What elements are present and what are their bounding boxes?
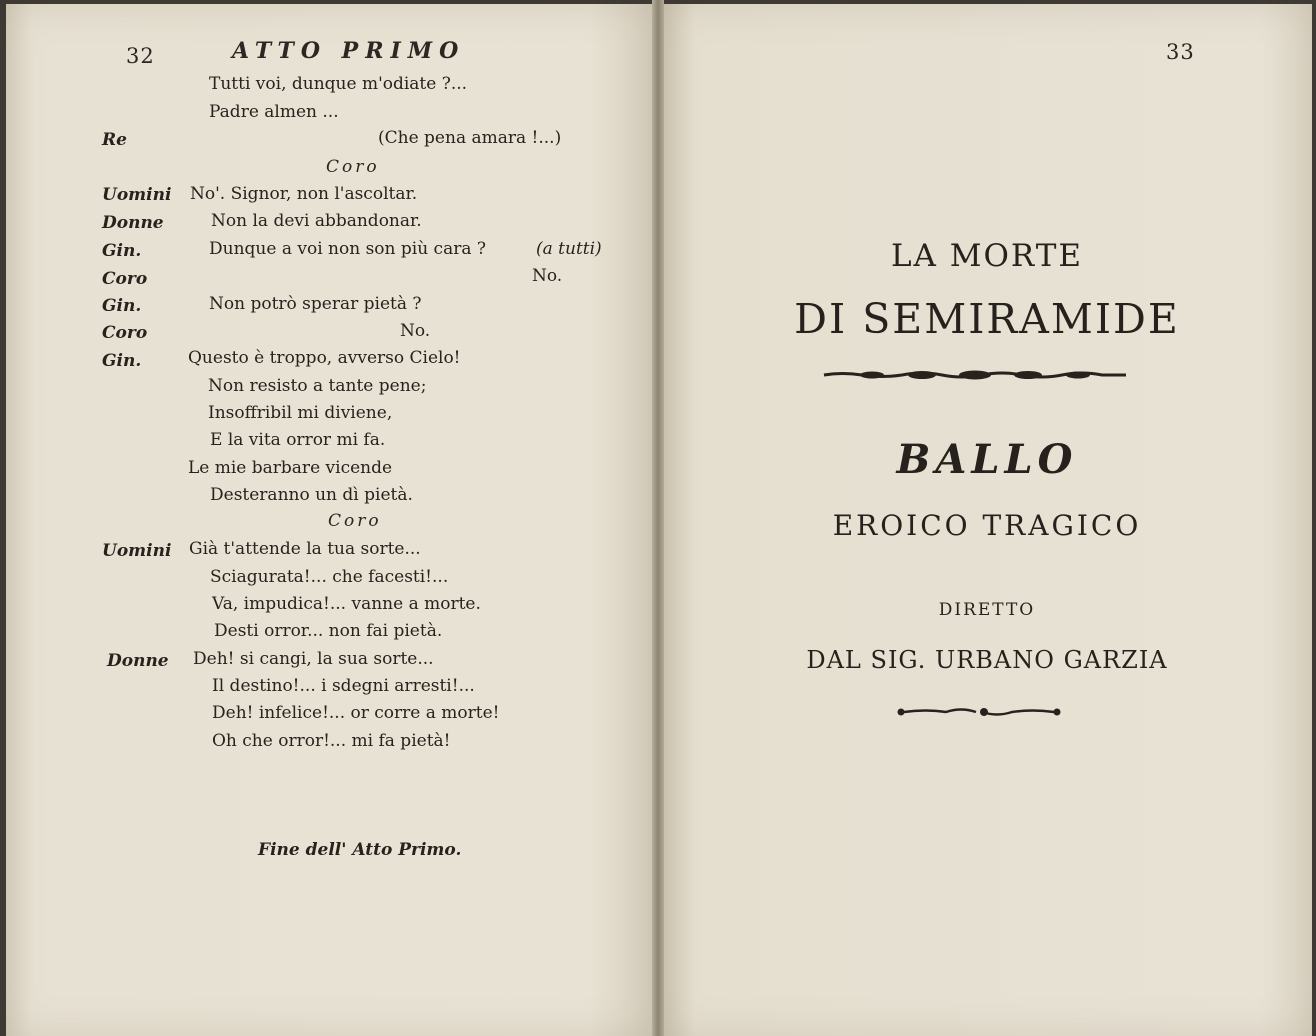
verse-line: Desti orror... non fai pietà.: [214, 621, 443, 641]
speaker-label: Gin.: [102, 241, 142, 261]
verse-line: Non la devi abbandonar.: [211, 211, 422, 231]
speaker-label: Coro: [102, 323, 148, 343]
genre-title: BALLO: [896, 436, 1078, 483]
speaker-label: Gin.: [102, 351, 142, 371]
verse-line: Padre almen ...: [209, 102, 339, 122]
ornament-icon: [896, 704, 1062, 720]
verse-line: No.: [400, 321, 431, 341]
left-page-number: 32: [126, 44, 155, 68]
speaker-label: Uomini: [102, 185, 172, 205]
verse-line: No.: [532, 266, 563, 286]
ornamental-rule-icon: [822, 367, 1128, 383]
speaker-label: Gin.: [102, 296, 142, 316]
verse-line: Il destino!... i sdegni arresti!...: [212, 676, 475, 696]
speaker-label: Coro: [102, 269, 148, 289]
verse-line: E la vita orror mi fa.: [210, 430, 386, 450]
stage-direction: (a tutti): [536, 239, 602, 259]
verse-line: No'. Signor, non l'ascoltar.: [190, 184, 418, 204]
act-end-note: Fine dell' Atto Primo.: [258, 840, 462, 860]
chorus-heading: Coro: [326, 157, 380, 177]
verse-line: Le mie barbare vicende: [188, 458, 393, 478]
choreographer-name: DAL SIG. URBANO GARZIA: [806, 646, 1168, 674]
directed-label: DIRETTO: [938, 600, 1036, 620]
speaker-label: Re: [102, 130, 127, 150]
verse-line: Dunque a voi non son più cara ?: [209, 239, 486, 259]
right-page-number: 33: [1166, 40, 1195, 64]
verse-line: Va, impudica!... vanne a morte.: [212, 594, 481, 614]
verse-line: Desteranno un dì pietà.: [210, 485, 413, 505]
verse-line: Sciagurata!... che facesti!...: [210, 567, 449, 587]
verse-line: Deh! si cangi, la sua sorte...: [193, 649, 434, 669]
verse-line: Deh! infelice!... or corre a morte!: [212, 703, 500, 723]
verse-line: Questo è troppo, avverso Cielo!: [188, 348, 461, 368]
verse-line: Tutti voi, dunque m'odiate ?...: [209, 74, 468, 94]
verse-line: Già t'attende la tua sorte...: [189, 539, 421, 559]
speaker-label: Donne: [102, 213, 164, 233]
genre-subtitle: EROICO TRAGICO: [832, 509, 1142, 542]
verse-line: Non resisto a tante pene;: [208, 376, 427, 396]
speaker-label: Donne: [107, 651, 169, 671]
verse-line: Oh che orror!... mi fa pietà!: [212, 731, 451, 751]
verse-line: Non potrò sperar pietà ?: [209, 294, 422, 314]
title-line-2: DI SEMIRAMIDE: [794, 295, 1180, 343]
running-head: ATTO PRIMO: [232, 38, 466, 64]
chorus-heading: Coro: [328, 511, 382, 531]
title-line-1: LA MORTE: [890, 238, 1084, 274]
verse-line: (Che pena amara !...): [378, 128, 562, 148]
verse-line: Insoffribil mi diviene,: [208, 403, 393, 423]
speaker-label: Uomini: [102, 541, 172, 561]
